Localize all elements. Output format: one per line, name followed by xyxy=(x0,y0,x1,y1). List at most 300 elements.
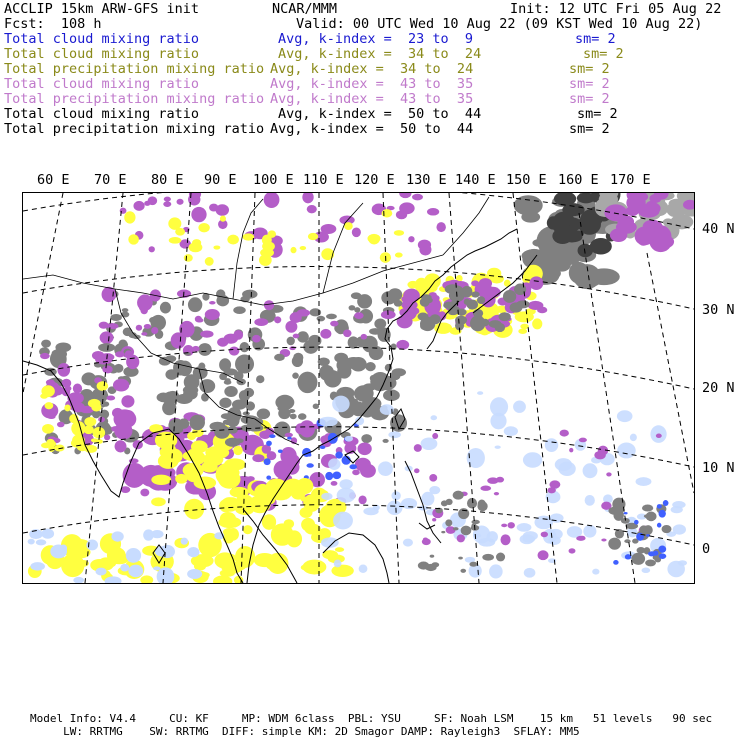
cloud-yellow xyxy=(301,565,310,571)
cloud-yellow xyxy=(520,324,529,330)
cloud-violet xyxy=(191,207,206,222)
cloud-violet xyxy=(399,193,411,198)
institution-label: NCAR/MMM xyxy=(272,1,338,17)
cloud-violet xyxy=(285,433,293,437)
cloud-grey xyxy=(369,328,382,335)
cloud-blue xyxy=(332,472,341,480)
legend-field-sm: sm= 2 xyxy=(577,106,618,122)
cloud-yellow xyxy=(264,494,276,505)
legend-field-avg: Avg, k-index = 43 to 35 xyxy=(270,76,474,92)
cloud-blue xyxy=(335,452,343,459)
cloud-grey xyxy=(482,554,494,561)
cloud-yellow xyxy=(394,230,404,236)
cloud-yellow xyxy=(88,399,101,408)
cloud-light-blue xyxy=(592,569,599,575)
cloud-violet xyxy=(330,321,338,327)
cloud-grey xyxy=(499,312,511,321)
cloud-blue xyxy=(658,546,666,553)
lon-label: 150 E xyxy=(506,172,547,188)
cloud-violet xyxy=(57,422,65,428)
cloud-violet xyxy=(655,235,674,249)
cloud-blue xyxy=(663,500,669,506)
lon-label: 170 E xyxy=(610,172,651,188)
cloud-grey xyxy=(453,491,464,500)
cloud-violet xyxy=(209,301,215,304)
cloud-yellow xyxy=(233,446,243,455)
legend-field-sm: sm= 2 xyxy=(569,121,610,137)
legend-field-name: Total cloud mixing ratio xyxy=(4,46,200,62)
lat-label: 40 N xyxy=(702,221,735,237)
cloud-yellow xyxy=(175,474,187,484)
cloud-yellow xyxy=(45,402,54,409)
cloud-yellow xyxy=(262,235,272,246)
cloud-yellow xyxy=(189,242,203,252)
cloud-violet xyxy=(254,318,268,326)
cloud-violet xyxy=(569,448,573,453)
cloud-violet xyxy=(626,206,640,216)
cloud-violet xyxy=(293,334,300,339)
cloud-violet xyxy=(115,440,127,452)
cloud-yellow xyxy=(187,432,196,440)
cloud-light-blue xyxy=(28,539,35,545)
cloud-yellow xyxy=(518,328,527,333)
cloud-violet xyxy=(423,537,428,541)
cloud-grey xyxy=(179,421,186,426)
cloud-yellow xyxy=(424,273,441,289)
cloud-light-blue xyxy=(95,568,106,576)
cloud-violet xyxy=(141,332,147,336)
cloud-grey xyxy=(189,415,205,431)
cloud-light-blue xyxy=(401,498,417,509)
legend-field-sm: sm= 2 xyxy=(569,61,610,77)
cloud-light-blue xyxy=(523,452,542,468)
cloud-violet xyxy=(100,331,114,344)
cloud-light-blue xyxy=(333,512,353,530)
cloud-yellow xyxy=(286,530,302,547)
cloud-grey xyxy=(377,376,397,391)
cloud-grey xyxy=(348,398,358,404)
cloud-violet xyxy=(361,334,367,340)
cloud-yellow xyxy=(382,209,393,217)
cloud-light-blue xyxy=(41,529,54,539)
lat-label: 30 N xyxy=(702,302,735,318)
cloud-grey xyxy=(532,239,546,247)
cloud-light-blue xyxy=(388,431,401,438)
cloud-violet xyxy=(144,201,150,206)
cloud-grey xyxy=(201,393,209,401)
cloud-grey xyxy=(349,357,359,367)
cloud-grey xyxy=(299,382,308,388)
cloud-grey xyxy=(446,499,453,505)
cloud-blue xyxy=(636,533,644,541)
cloud-grey xyxy=(308,380,315,386)
cloud-violet xyxy=(638,237,648,246)
cloud-yellow xyxy=(284,519,295,528)
cloud-grey xyxy=(631,553,645,565)
cloud-light-blue xyxy=(30,562,45,570)
cloud-grey xyxy=(445,519,452,526)
cloud-grey xyxy=(388,288,402,301)
cloud-yellow xyxy=(124,211,135,223)
cloud-grey xyxy=(430,555,435,558)
cloud-light-blue xyxy=(143,529,154,540)
cloud-yellow xyxy=(291,487,306,500)
cloud-dark-grey xyxy=(547,216,560,229)
cloud-violet xyxy=(205,309,220,320)
cloud-grey xyxy=(478,500,486,509)
cloud-grey xyxy=(293,353,303,362)
cloud-violet xyxy=(40,353,50,359)
cloud-violet xyxy=(136,325,142,331)
lon-label: 60 E xyxy=(37,172,70,188)
cloud-grey xyxy=(324,370,342,387)
cloud-violet xyxy=(508,522,515,528)
cloud-grey xyxy=(256,375,264,383)
cloud-violet xyxy=(579,536,585,540)
cloud-grey xyxy=(420,322,431,330)
cloud-violet xyxy=(408,236,414,242)
cloud-grey xyxy=(608,538,621,550)
cloud-violet xyxy=(196,318,203,322)
cloud-violet xyxy=(99,322,109,329)
cloud-yellow xyxy=(266,558,277,569)
cloud-grey xyxy=(453,527,459,530)
cloud-light-blue xyxy=(319,417,338,427)
cloud-yellow xyxy=(97,381,109,391)
cloud-grey xyxy=(110,314,121,321)
cloud-violet xyxy=(358,442,372,455)
cloud-light-blue xyxy=(489,564,503,578)
cloud-violet xyxy=(102,366,112,374)
cloud-grey xyxy=(672,202,683,212)
cloud-grey xyxy=(183,385,198,394)
cloud-blue xyxy=(349,464,357,469)
cloud-light-blue xyxy=(583,463,598,478)
legend-field-name: Total cloud mixing ratio xyxy=(4,76,200,92)
cloud-grey xyxy=(624,539,630,543)
legend-field-avg: Avg, k-index = 23 to 9 xyxy=(278,31,474,47)
cloud-grey xyxy=(441,531,445,533)
cloud-grey xyxy=(615,529,624,539)
cloud-blue xyxy=(325,472,333,480)
cloud-blue xyxy=(624,512,628,514)
cloud-grey xyxy=(176,394,193,404)
cloud-yellow xyxy=(220,216,226,222)
cloud-yellow xyxy=(149,424,163,433)
cloud-grey xyxy=(221,413,231,419)
cloud-grey xyxy=(473,309,483,317)
cloud-violet xyxy=(321,224,337,234)
cloud-grey xyxy=(81,372,96,385)
cloud-blue xyxy=(659,553,667,559)
cloud-grey xyxy=(122,308,129,312)
cloud-grey xyxy=(288,409,295,413)
cloud-yellow xyxy=(164,448,183,464)
cloud-violet xyxy=(149,246,155,252)
cloud-violet xyxy=(320,329,331,339)
cloud-grey xyxy=(349,305,356,310)
cloud-yellow xyxy=(169,237,182,244)
lon-label: 80 E xyxy=(151,172,184,188)
cloud-violet xyxy=(164,197,171,202)
cloud-grey xyxy=(643,525,652,535)
cloud-grey xyxy=(219,398,231,408)
cloud-grey xyxy=(426,297,433,303)
cloud-light-blue xyxy=(555,458,572,471)
cloud-grey xyxy=(365,362,375,371)
cloud-violet xyxy=(410,307,419,314)
cloud-light-blue xyxy=(617,443,636,459)
cloud-violet xyxy=(479,278,492,289)
cloud-grey xyxy=(313,403,319,409)
cloud-grey xyxy=(162,401,176,416)
cloud-light-blue xyxy=(359,565,368,573)
cloud-light-blue xyxy=(549,529,563,540)
cloud-yellow xyxy=(64,404,70,411)
physics-info-line: LW: RRTMG SW: RRTMG DIFF: simple KM: 2D Smagor DAMP: Rayleigh3 SFLAY: MM5 xyxy=(30,725,580,738)
cloud-grey xyxy=(374,318,386,329)
cloud-violet xyxy=(290,312,302,323)
cloud-violet xyxy=(656,434,662,438)
cloud-violet xyxy=(352,470,360,476)
cloud-violet xyxy=(67,392,83,404)
cloud-grey xyxy=(173,360,188,375)
cloud-light-blue xyxy=(328,458,340,470)
cloud-yellow xyxy=(151,497,166,506)
cloud-violet xyxy=(57,363,70,377)
cloud-violet xyxy=(106,395,115,400)
cloud-light-blue xyxy=(111,531,123,541)
cloud-grey xyxy=(257,409,270,420)
cloud-grey xyxy=(363,383,376,391)
lat-label: 0 xyxy=(702,541,711,557)
cloud-grey xyxy=(351,292,362,299)
cloud-light-blue xyxy=(430,415,437,420)
cloud-yellow xyxy=(262,514,276,530)
cloud-violet xyxy=(569,548,576,553)
cloud-grey xyxy=(496,553,505,562)
lon-label: 110 E xyxy=(303,172,344,188)
cloud-light-blue xyxy=(585,495,595,506)
cloud-grey xyxy=(317,316,326,322)
legend-field-name: Total precipitation mixing ratio xyxy=(4,121,265,137)
cloud-violet xyxy=(537,307,547,314)
cloud-violet xyxy=(252,454,264,462)
cloud-yellow xyxy=(220,512,236,525)
cloud-light-blue xyxy=(86,540,98,551)
cloud-yellow xyxy=(40,394,48,399)
cloud-blue xyxy=(657,523,662,528)
cloud-blue xyxy=(306,463,313,468)
cloud-violet xyxy=(114,422,132,439)
cloud-violet xyxy=(427,208,439,215)
cloud-yellow xyxy=(407,281,418,289)
valid-time-label: Valid: 00 UTC Wed 10 Aug 22 (09 KST Wed 10 Aug 22) xyxy=(296,16,703,32)
cloud-violet xyxy=(358,495,366,504)
lon-line-160e xyxy=(647,253,694,493)
cloud-yellow xyxy=(331,565,353,577)
cloud-grey xyxy=(219,358,231,371)
cloud-grey xyxy=(119,339,128,347)
cloud-yellow xyxy=(205,446,229,459)
cloud-violet xyxy=(307,205,317,213)
cloud-violet xyxy=(352,227,361,237)
lon-label: 70 E xyxy=(94,172,127,188)
cloud-yellow xyxy=(243,525,253,534)
cloud-yellow xyxy=(300,246,306,250)
cloud-grey xyxy=(326,314,337,320)
cloud-yellow xyxy=(201,461,217,472)
cloud-violet xyxy=(200,330,213,337)
cloud-yellow xyxy=(243,233,255,240)
cloud-yellow xyxy=(227,528,239,541)
cloud-grey xyxy=(190,300,197,305)
cloud-violet xyxy=(414,444,422,452)
cloud-blue xyxy=(307,453,311,456)
cloud-violet xyxy=(144,324,151,329)
cloud-grey xyxy=(231,413,239,419)
cloud-grey xyxy=(336,359,348,372)
cloud-violet xyxy=(259,430,270,439)
lon-label: 140 E xyxy=(455,172,496,188)
cloud-light-blue xyxy=(524,568,536,578)
cloud-blue xyxy=(266,441,272,446)
cloud-light-blue xyxy=(495,445,501,448)
legend-field-avg: Avg, k-index = 50 to 44 xyxy=(270,121,474,137)
cloud-violet xyxy=(217,338,228,347)
cloud-light-blue xyxy=(181,538,188,545)
cloud-violet xyxy=(125,350,133,358)
cloud-violet xyxy=(414,468,419,473)
cloud-violet xyxy=(649,194,661,203)
cloud-blue xyxy=(659,510,666,518)
lat-line-0 xyxy=(23,505,694,545)
cloud-light-blue xyxy=(345,436,353,442)
cloud-yellow xyxy=(186,467,201,482)
cloud-violet xyxy=(418,240,431,250)
cloud-yellow xyxy=(532,318,542,329)
cloud-grey xyxy=(290,414,297,420)
cloud-blue xyxy=(648,551,656,556)
cloud-violet xyxy=(192,346,199,352)
cloud-violet xyxy=(610,228,627,242)
legend-field-avg: Avg, k-index = 50 to 44 xyxy=(278,106,482,122)
cloud-violet xyxy=(429,474,437,482)
legend-field-sm: sm= 2 xyxy=(569,91,610,107)
cloud-grey xyxy=(55,342,71,352)
cloud-light-blue xyxy=(334,560,342,568)
cloud-light-blue xyxy=(545,438,558,452)
legend-field-name: Total cloud mixing ratio xyxy=(4,31,200,47)
map-canvas xyxy=(23,193,694,583)
cloud-yellow xyxy=(335,547,344,552)
cloud-grey xyxy=(274,354,285,361)
cloud-blue xyxy=(342,456,351,465)
cloud-blue xyxy=(287,437,292,440)
cloud-yellow xyxy=(395,252,403,257)
cloud-light-blue xyxy=(421,437,438,450)
cloud-violet xyxy=(487,477,498,484)
lat-label: 10 N xyxy=(702,460,735,476)
cloud-violet xyxy=(529,276,543,290)
cloud-violet xyxy=(177,199,184,205)
cloud-violet xyxy=(133,201,144,211)
cloud-grey xyxy=(461,526,472,536)
cloud-yellow xyxy=(48,441,56,448)
cloud-light-blue xyxy=(478,538,495,547)
cloud-yellow xyxy=(71,438,85,448)
cloud-yellow xyxy=(84,417,96,426)
cloud-dark-grey xyxy=(552,228,572,244)
cloud-grey xyxy=(235,355,254,374)
cloud-light-blue xyxy=(477,391,483,395)
cloud-grey xyxy=(216,295,229,307)
cloud-grey xyxy=(471,291,479,297)
cloud-light-blue xyxy=(636,477,652,486)
cloud-violet xyxy=(480,486,491,491)
cloud-violet xyxy=(579,438,587,443)
cloud-yellow xyxy=(324,522,332,527)
model-title: ACCLIP 15km ARW-GFS init xyxy=(4,1,200,17)
cloud-violet xyxy=(407,295,417,301)
cloud-light-blue xyxy=(126,548,141,563)
cloud-violet xyxy=(295,423,306,434)
cloud-light-blue xyxy=(378,461,393,476)
cloud-grey xyxy=(503,290,516,303)
cloud-violet xyxy=(104,435,110,441)
cloud-grey xyxy=(224,386,237,397)
cloud-grey xyxy=(645,559,656,566)
cloud-grey xyxy=(458,557,463,560)
cloud-yellow xyxy=(71,421,85,436)
legend-field-name: Total precipitation mixing ratio xyxy=(4,61,265,77)
cloud-yellow xyxy=(151,475,171,485)
init-time-label: Init: 12 UTC Fri 05 Aug 22 xyxy=(510,1,722,17)
cloud-grey xyxy=(642,505,653,512)
cloud-grey xyxy=(644,514,652,518)
cloud-yellow xyxy=(344,222,353,230)
cloud-yellow xyxy=(128,234,139,244)
cloud-yellow xyxy=(168,217,181,229)
cloud-light-blue xyxy=(391,491,400,500)
cloud-yellow xyxy=(227,235,239,245)
cloud-violet xyxy=(436,222,445,232)
cloud-violet xyxy=(412,194,423,201)
cloud-grey xyxy=(662,525,672,533)
cloud-light-blue xyxy=(36,539,47,545)
cloud-violet xyxy=(594,451,605,460)
cloud-light-blue xyxy=(678,560,687,566)
cloud-grey xyxy=(361,434,372,443)
cloud-grey xyxy=(233,306,246,314)
cloud-light-blue xyxy=(187,569,202,579)
cloud-grey xyxy=(214,425,230,439)
cloud-grey xyxy=(247,419,261,431)
cloud-shading-layer xyxy=(28,193,694,583)
cloud-light-blue xyxy=(153,566,160,570)
cloud-light-blue xyxy=(337,488,356,503)
cloud-grey xyxy=(469,562,477,567)
cloud-yellow xyxy=(107,547,126,564)
cloud-grey xyxy=(458,508,469,519)
cloud-violet xyxy=(343,329,351,337)
cloud-blue xyxy=(264,458,271,465)
cloud-yellow xyxy=(42,424,54,434)
cloud-light-blue xyxy=(473,533,481,537)
cloud-yellow xyxy=(184,499,204,520)
cloud-light-blue xyxy=(583,525,596,538)
cloud-grey xyxy=(425,564,437,571)
